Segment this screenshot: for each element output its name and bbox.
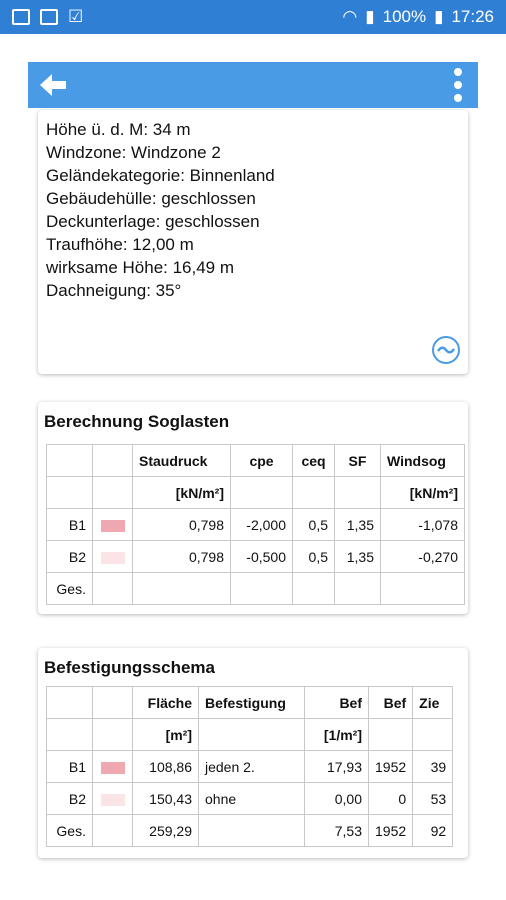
clock-text: 17:26 [451, 7, 494, 26]
row-label: B1 [47, 751, 93, 783]
table-cell: 108,86 [133, 751, 199, 783]
battery-text: 100% [382, 7, 427, 26]
col-sf: SF [335, 445, 381, 477]
color-swatch [101, 552, 125, 564]
table-row [47, 783, 453, 815]
check-icon: ☑ [68, 7, 84, 26]
col-ceq: ceq [293, 445, 335, 477]
table-cell: 150,43 [133, 783, 199, 815]
info-line: Deckunterlage: geschlossen [46, 212, 260, 231]
table-cell: 0,5 [293, 541, 335, 573]
table-row [47, 815, 453, 847]
more-menu-icon[interactable] [448, 66, 468, 104]
table-cell: 1952 [369, 751, 413, 783]
battery-icon: ▮ [434, 7, 444, 26]
color-swatch [101, 762, 125, 774]
table-cell: -0,270 [381, 541, 465, 573]
info-line: Geländekategorie: Binnenland [46, 166, 275, 185]
befestigung-card [38, 648, 468, 858]
col-bef: Bef [305, 687, 369, 719]
table-cell: 1952 [369, 815, 413, 847]
info-line: Gebäudehülle: geschlossen [46, 189, 256, 208]
row-label: Ges. [47, 573, 93, 605]
table-cell: 1,35 [335, 509, 381, 541]
image-icon [12, 9, 30, 25]
table-cell: -0,500 [231, 541, 293, 573]
soglasten-title: Berechnung Soglasten [44, 412, 230, 431]
info-line: Höhe ü. d. M: 34 m [46, 120, 191, 139]
table-cell: 92 [413, 815, 453, 847]
unit-flaeche: [m²] [133, 719, 199, 751]
soglasten-card [38, 402, 468, 614]
info-line: Windzone: Windzone 2 [46, 143, 221, 162]
back-arrow-icon[interactable] [38, 70, 68, 100]
unit-staudruck: [kN/m²] [133, 477, 231, 509]
col-flaeche: Fläche [133, 687, 199, 719]
table-row [47, 573, 465, 605]
table-cell: 0,798 [133, 509, 231, 541]
soglasten-table [46, 444, 465, 605]
col-ziegel: Zie [413, 687, 453, 719]
befestigung-table-wrap[interactable] [46, 686, 468, 847]
table-row [47, 751, 453, 783]
unit-bef: [1/m²] [305, 719, 369, 751]
befestigung-table [46, 686, 453, 847]
header-row [47, 445, 465, 477]
col-cpe: cpe [231, 445, 293, 477]
info-line: Traufhöhe: 12,00 m [46, 235, 194, 254]
col-bef-2: Bef [369, 687, 413, 719]
info-line: wirksame Höhe: 16,49 m [46, 258, 235, 277]
row-label: B1 [47, 509, 93, 541]
table-cell: 7,53 [305, 815, 369, 847]
status-bar [0, 0, 506, 34]
table-cell: 39 [413, 751, 453, 783]
header-row [47, 687, 453, 719]
signal-icon: ▮ [365, 7, 375, 26]
row-label: Ges. [47, 815, 93, 847]
table-cell: jeden 2. [199, 751, 305, 783]
col-befestigung: Befestigung [199, 687, 305, 719]
table-cell: 53 [413, 783, 453, 815]
unit-windsog: [kN/m²] [381, 477, 465, 509]
info-card [38, 110, 468, 374]
calendar-icon [40, 9, 58, 25]
col-windsog: Windsog [381, 445, 465, 477]
app-bar [28, 62, 478, 108]
wave-icon[interactable] [432, 336, 460, 364]
table-cell [199, 815, 305, 847]
unit-row [47, 719, 453, 751]
table-cell: 0,5 [293, 509, 335, 541]
befestigung-title: Befestigungsschema [44, 658, 215, 677]
table-cell: 17,93 [305, 751, 369, 783]
table-cell: 0,00 [305, 783, 369, 815]
info-line: Dachneigung: 35° [46, 281, 182, 300]
row-label: B2 [47, 783, 93, 815]
table-cell: -2,000 [231, 509, 293, 541]
table-cell: ohne [199, 783, 305, 815]
color-swatch [101, 794, 125, 806]
table-row [47, 541, 465, 573]
table-cell: 1,35 [335, 541, 381, 573]
table-cell: 0,798 [133, 541, 231, 573]
wifi-icon: ◠ [342, 7, 358, 26]
table-row [47, 509, 465, 541]
col-staudruck: Staudruck [133, 445, 231, 477]
table-cell: 259,29 [133, 815, 199, 847]
soglasten-table-wrap[interactable] [46, 444, 468, 605]
table-cell: -1,078 [381, 509, 465, 541]
unit-row [47, 477, 465, 509]
row-label: B2 [47, 541, 93, 573]
color-swatch [101, 520, 125, 532]
table-cell: 0 [369, 783, 413, 815]
